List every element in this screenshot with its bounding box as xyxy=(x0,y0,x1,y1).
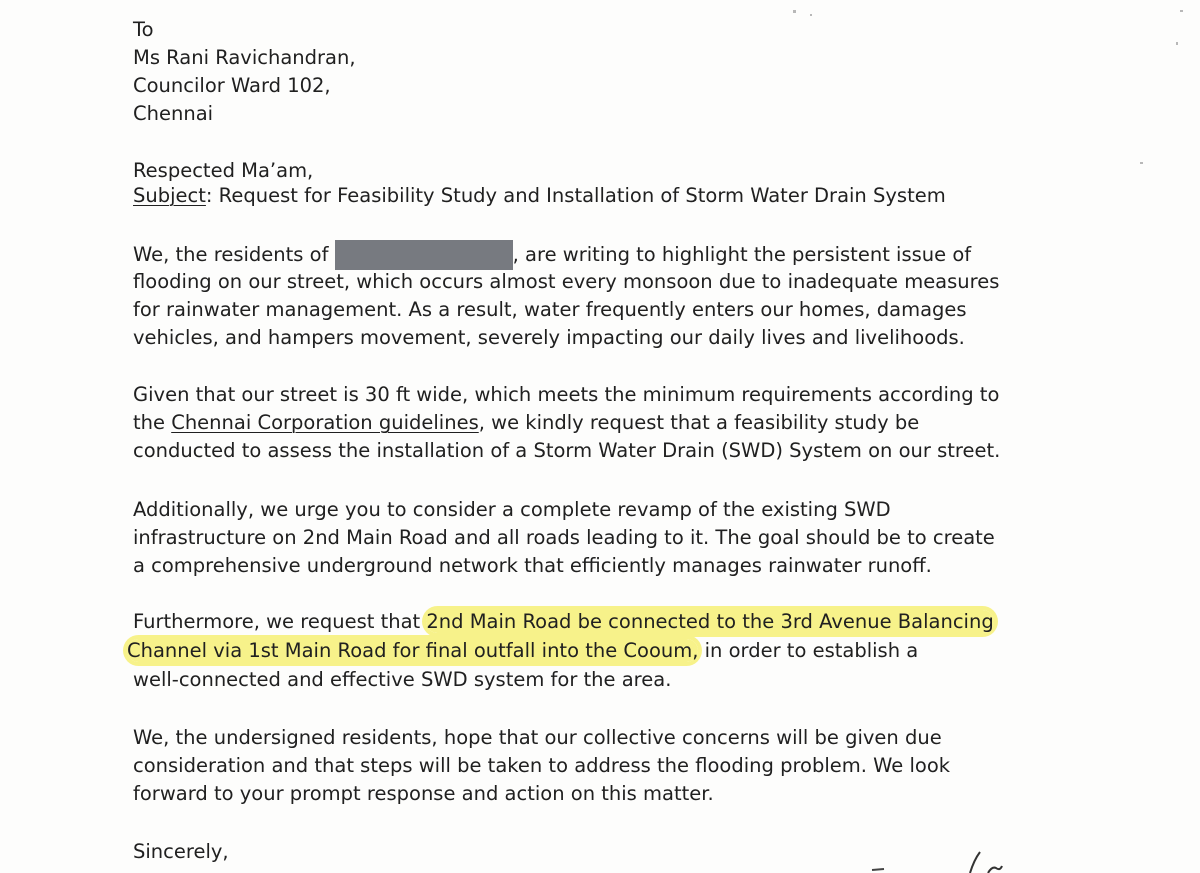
para3-line2: infrastructure on 2nd Main Road and all roads leading to it. The goal should be to create xyxy=(133,526,995,549)
scan-speck xyxy=(810,14,812,16)
para1-line4: vehicles, and hampers movement, severely impacting our daily lives and livelihoods. xyxy=(133,326,965,349)
para3-line1: Additionally, we urge you to consider a complete revamp of the existing SWD xyxy=(133,498,891,521)
para4-line2: Channel via 1st Main Road for final outfall into the Cooum, in order to establish a xyxy=(127,639,919,662)
para5-line2: consideration and that steps will be taken to address the flooding problem. We look xyxy=(133,754,951,777)
highlighted-request: 2nd Main Road be connected to the 3rd Avenue Balancing xyxy=(426,610,994,633)
closing: Sincerely, xyxy=(133,840,229,863)
subject-label: Subject xyxy=(133,184,206,207)
guidelines-reference: Chennai Corporation guidelines xyxy=(171,411,479,434)
para1-line1: We, the residents of , are writing to highlight the persistent issue of xyxy=(133,240,971,270)
recipient-name: Ms Rani Ravichandran, xyxy=(133,46,356,69)
subject-line xyxy=(133,182,946,210)
para1-line2: flooding on our street, which occurs almost every monsoon due to inadequate measures xyxy=(133,270,1000,293)
scan-speck xyxy=(1176,42,1178,45)
para5-line3: forward to your prompt response and action on this matter. xyxy=(133,782,714,805)
para3-line3: a comprehensive underground network that efficiently manages rainwater runoff. xyxy=(133,554,932,577)
para5-line1: We, the undersigned residents, hope that our collective concerns will be given due xyxy=(133,726,942,749)
para2-line2: the Chennai Corporation guidelines, we kindly request that a feasibility study be xyxy=(133,411,920,434)
redaction-block xyxy=(335,240,513,270)
scan-speck xyxy=(1180,10,1183,12)
signature-mark xyxy=(870,838,1070,873)
highlighted-request: Channel via 1st Main Road for final outfall into the Cooum, xyxy=(127,639,699,662)
para2-line1: Given that our street is 30 ft wide, which meets the minimum requirements according to xyxy=(133,383,1000,406)
scan-speck xyxy=(793,10,796,13)
recipient-city: Chennai xyxy=(133,102,214,125)
salutation: Respected Ma’am, xyxy=(133,159,314,182)
para4-line1: Furthermore, we request that 2nd Main Road be connected to the 3rd Avenue Balancing xyxy=(133,610,994,633)
subject-text: Request for Feasibility Study and Installation of Storm Water Drain System xyxy=(212,184,946,207)
para1-line3: for rainwater management. As a result, water frequently enters our homes, damages xyxy=(133,298,967,321)
recipient-office: Councilor Ward 102, xyxy=(133,74,331,97)
para4-line3: well-connected and effective SWD system for the area. xyxy=(133,668,672,691)
para2-line3: conducted to assess the installation of a Storm Water Drain (SWD) System on our street. xyxy=(133,439,1001,462)
scan-speck xyxy=(1140,162,1143,164)
address-to: To xyxy=(133,18,154,41)
subject-colon: : xyxy=(205,184,213,207)
